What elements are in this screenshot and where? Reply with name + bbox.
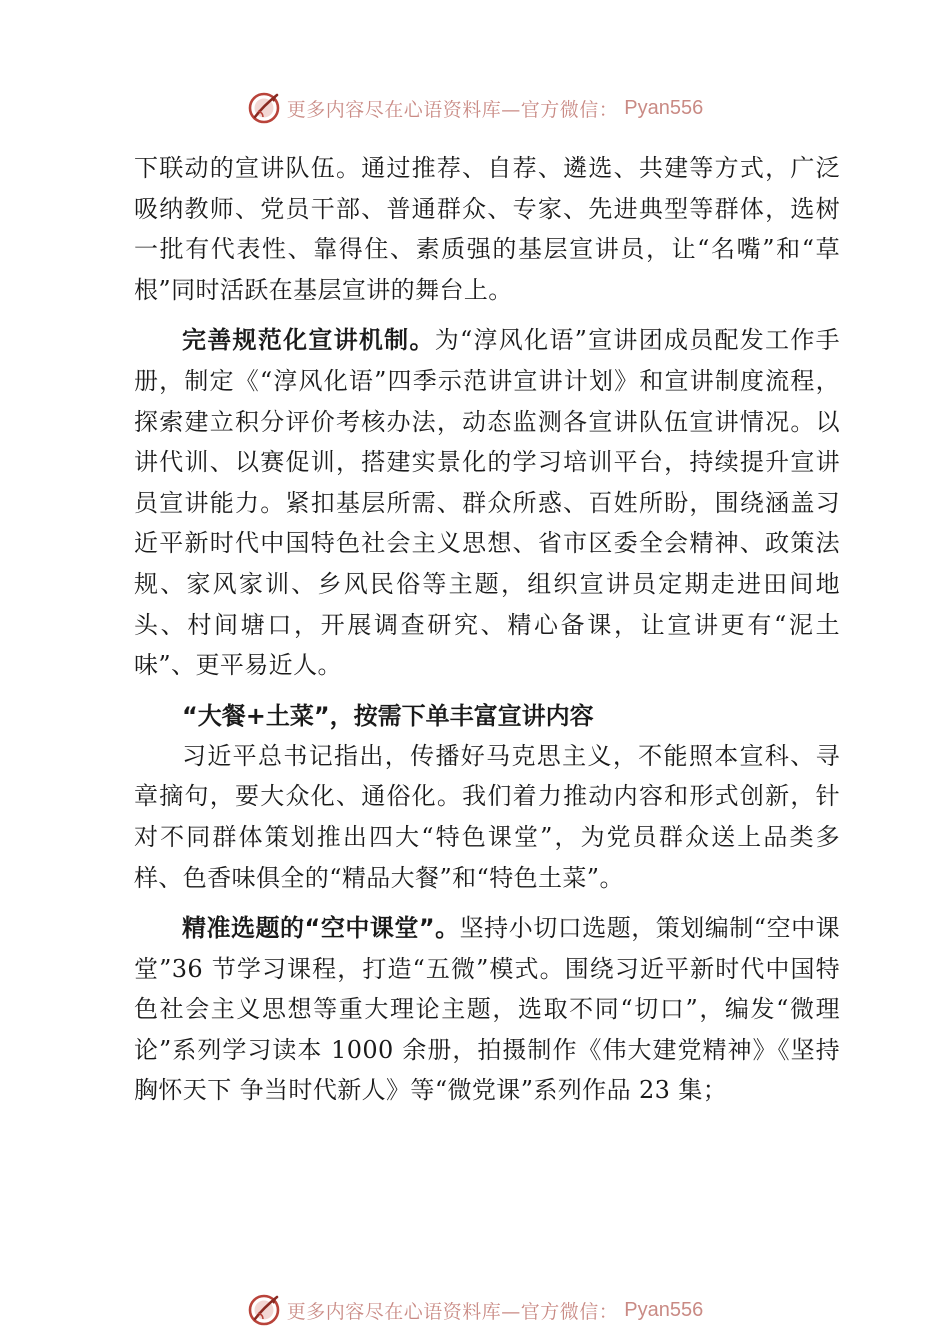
paragraph-3: 习近平总书记指出，传播好马克思主义，不能照本宣科、寻章摘句，要大众化、通俗化。我们着力推动内容和形式创新，针对不同群体策划推出四大“特色课堂”，为党员群众送上品类多样、色香味俱全的“精品大餐”和“特色土菜”。 [134,741,840,892]
banner-site-text: 更多内容尽在心语资料库—官方微信： [286,98,619,121]
paragraph-2-text: 为“淳风化语”宣讲团成员配发工作手册，制定《“淳风化语”四季示范讲宣讲计划》和宣讲制度流程，探索建立积分评价考核办法，动态监测各宣讲队伍宣讲情况。以讲代训、以赛促训，搭建实景化的学习培训平台，持续提升宣讲员宣讲能力。紧扣基层所需、群众所惑、百姓所盼，围绕涵盖习近平新时代中国特色社会主义思想、省市区委全会精神、政策法规、家风家训、乡风民俗等主题，组织宣讲员定期走进田间地头、村间塘口，开展调查研究、精心备课，让宣讲更有“泥土味”、更平易近人。 [134,326,840,680]
paragraph-2-lead: 完善规范化宣讲机制。 [182,326,435,355]
quill-seal-icon [247,1293,281,1327]
footer-banner [0,1290,950,1330]
footer-site-text: 更多内容尽在心语资料库—官方微信： [286,1300,619,1323]
paragraph-4 [134,908,840,1111]
section-heading: “大餐+土菜”，按需下单丰富宣讲内容 [182,701,594,730]
document-body [134,148,840,1111]
paragraph-2 [134,320,840,685]
banner-wechat-id: Pyan556 [624,96,704,119]
paragraph-4-text: 坚持小切口选题，策划编制“空中课堂”36 节学习课程，打造“五微”模式。围绕习近平新时代中国特色社会主义思想等重大理论主题，选取不同“切口”，编发“微理论”系列学习读本 1000 余册，拍摄制作《伟大建党精神》《坚持胸怀天下 争当时代新人》等“微党课”系列作品 23 集； [134,914,840,1105]
paragraph-1: 下联动的宣讲队伍。通过推荐、自荐、遴选、共建等方式，广泛吸纳教师、党员干部、普通群众、专家、先进典型等群体，选树一批有代表性、靠得住、素质强的基层宣讲员，让“名嘴”和“草根”同时活跃在基层宣讲的舞台上。 [134,154,840,304]
footer-wechat-id: Pyan556 [624,1298,704,1321]
paragraph-4-lead: 精准选题的“空中课堂”。 [182,914,460,943]
quill-seal-icon [247,91,281,125]
header-banner [0,88,950,128]
